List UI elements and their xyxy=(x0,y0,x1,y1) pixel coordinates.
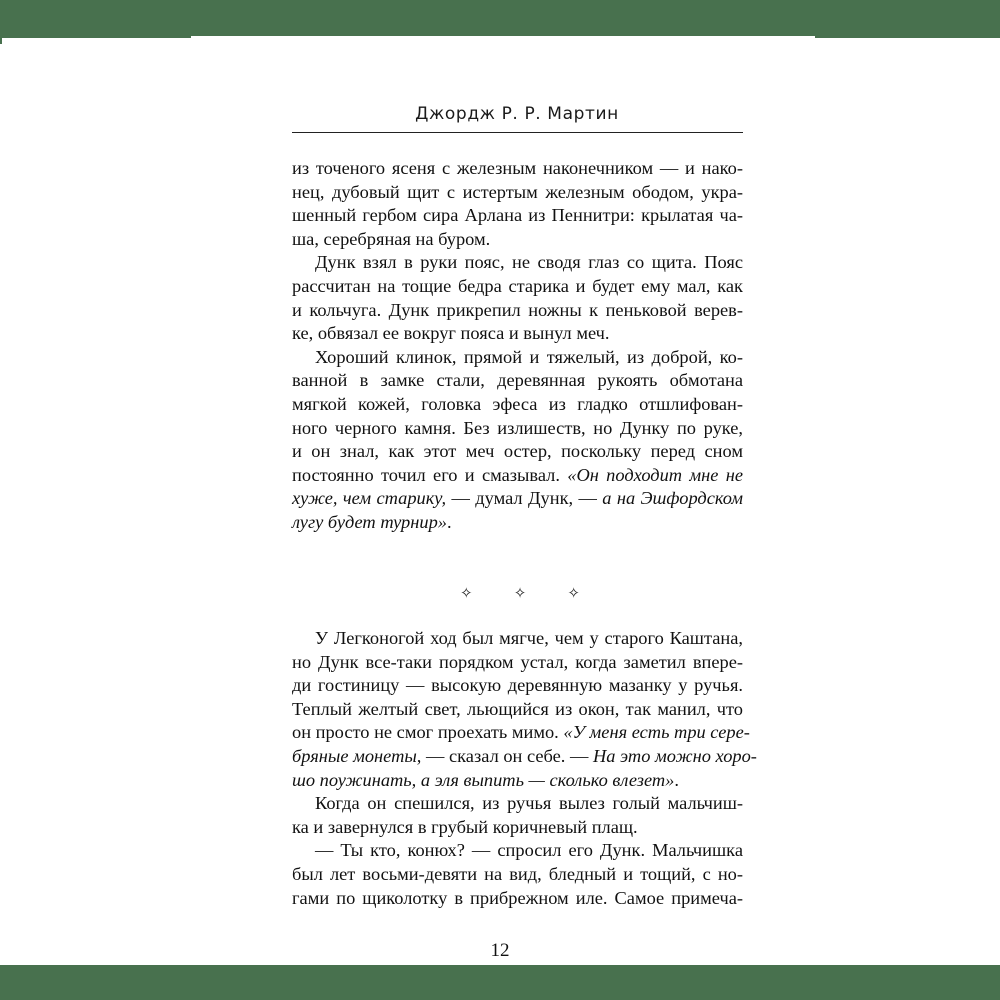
italic-quote: хуже, чем старику, xyxy=(292,488,447,509)
text-line-mixed xyxy=(292,721,750,745)
italic-quote: а на Эшфордском xyxy=(602,488,743,509)
paragraph-start-line: Хороший клинок, прямой и тяжелый, из доброй, ко- xyxy=(315,346,743,367)
italic-quote: бряные монеты, xyxy=(292,745,422,766)
text-line: гами по щиколотку в прибрежном иле. Самое примеча- xyxy=(292,887,743,908)
plain-text: . xyxy=(674,769,679,790)
text-line: но Дунк все-таки порядком устал, когда заметил впере- xyxy=(292,651,743,672)
text-line-mixed xyxy=(292,745,757,769)
text-line: ка и завернулся в грубый коричневый плащ. xyxy=(292,816,638,837)
text-block-2 xyxy=(292,627,757,910)
text-line: из точеного ясеня с железным наконечником — и нако- xyxy=(292,158,743,178)
plain-text: постоянно точил его и смазывал. xyxy=(292,464,568,485)
text-line: ша, серебряная на буром. xyxy=(292,228,491,249)
bottom-frame-band xyxy=(0,965,1000,1000)
paragraph-start-line: У Легконогой ход был мягче, чем у старого Каштана, xyxy=(315,628,743,648)
text-line-mixed xyxy=(292,487,743,511)
top-frame-band xyxy=(0,0,1000,36)
plain-text: он просто не смог проехать мимо. xyxy=(292,722,564,743)
text-line: и кольчуга. Дунк прикрепил ножны к пеньковой верев- xyxy=(292,299,743,320)
four-point-star-icon: ✧ xyxy=(460,584,473,602)
header-rule xyxy=(292,132,743,133)
running-head-author: Джордж Р. Р. Мартин xyxy=(415,104,619,124)
top-frame-edge-left xyxy=(0,36,191,38)
text-line: и он знал, как этот меч остер, поскольку перед сном xyxy=(292,441,743,462)
text-line: шенный гербом сира Арлана из Пеннитри: крылатая ча- xyxy=(292,205,743,226)
italic-quote: шо поужинать, а эля выпить — сколько влезет» xyxy=(292,769,675,790)
section-break-ornament xyxy=(460,584,580,602)
text-line: был лет восьми-девяти на вид, бледный и тощий, с но- xyxy=(292,863,743,884)
text-line: ди гостиницу — высокую деревянную мазанку у ручья. xyxy=(292,675,743,696)
text-line-mixed xyxy=(292,464,743,488)
text-line: рассчитан на тощие бедра старика и будет ему мал, как xyxy=(292,275,743,296)
paragraph-start-line: — Ты кто, конюх? — спросил его Дунк. Мальчишка xyxy=(315,840,743,861)
four-point-star-icon: ✧ xyxy=(567,584,580,602)
text-line: Теплый желтый свет, льющийся из окон, так манил, что xyxy=(292,698,743,719)
text-line: ного черного камня. Без излишеств, но Дунку по руке, xyxy=(292,417,743,438)
text-line: ке, обвязал ее вокруг пояса и вынул меч. xyxy=(292,323,610,344)
paragraph-start-line: Когда он спешился, из ручья вылез голый мальчиш- xyxy=(315,793,743,814)
italic-quote: «У меня есть три сере- xyxy=(563,722,750,743)
top-frame-edge-right xyxy=(815,36,1000,38)
page-number: 12 xyxy=(490,940,510,961)
top-frame-tick xyxy=(0,38,2,44)
text-line-mixed xyxy=(292,511,743,535)
italic-quote: лугу будет турнир» xyxy=(292,511,447,532)
plain-text: . xyxy=(446,511,452,532)
italic-quote: «Он подходит мне не xyxy=(567,464,743,485)
text-line-mixed xyxy=(292,769,743,793)
text-block-1 xyxy=(292,157,743,535)
plain-text: — сказал он себе. — xyxy=(421,745,593,766)
four-point-star-icon: ✧ xyxy=(513,584,527,602)
italic-quote: На это можно хоро- xyxy=(592,745,757,766)
plain-text: — думал Дунк, — xyxy=(446,488,603,509)
paragraph-start-line: Дунк взял в руки пояс, не сводя глаз со щита. Пояс xyxy=(315,252,743,273)
text-line: мягкой кожей, головка эфеса из гладко отшлифован- xyxy=(292,393,743,414)
text-line: нец, дубовый щит с истертым железным ободом, укра- xyxy=(292,181,743,202)
text-line: ванной в замке стали, деревянная рукоять обмотана xyxy=(292,370,743,391)
